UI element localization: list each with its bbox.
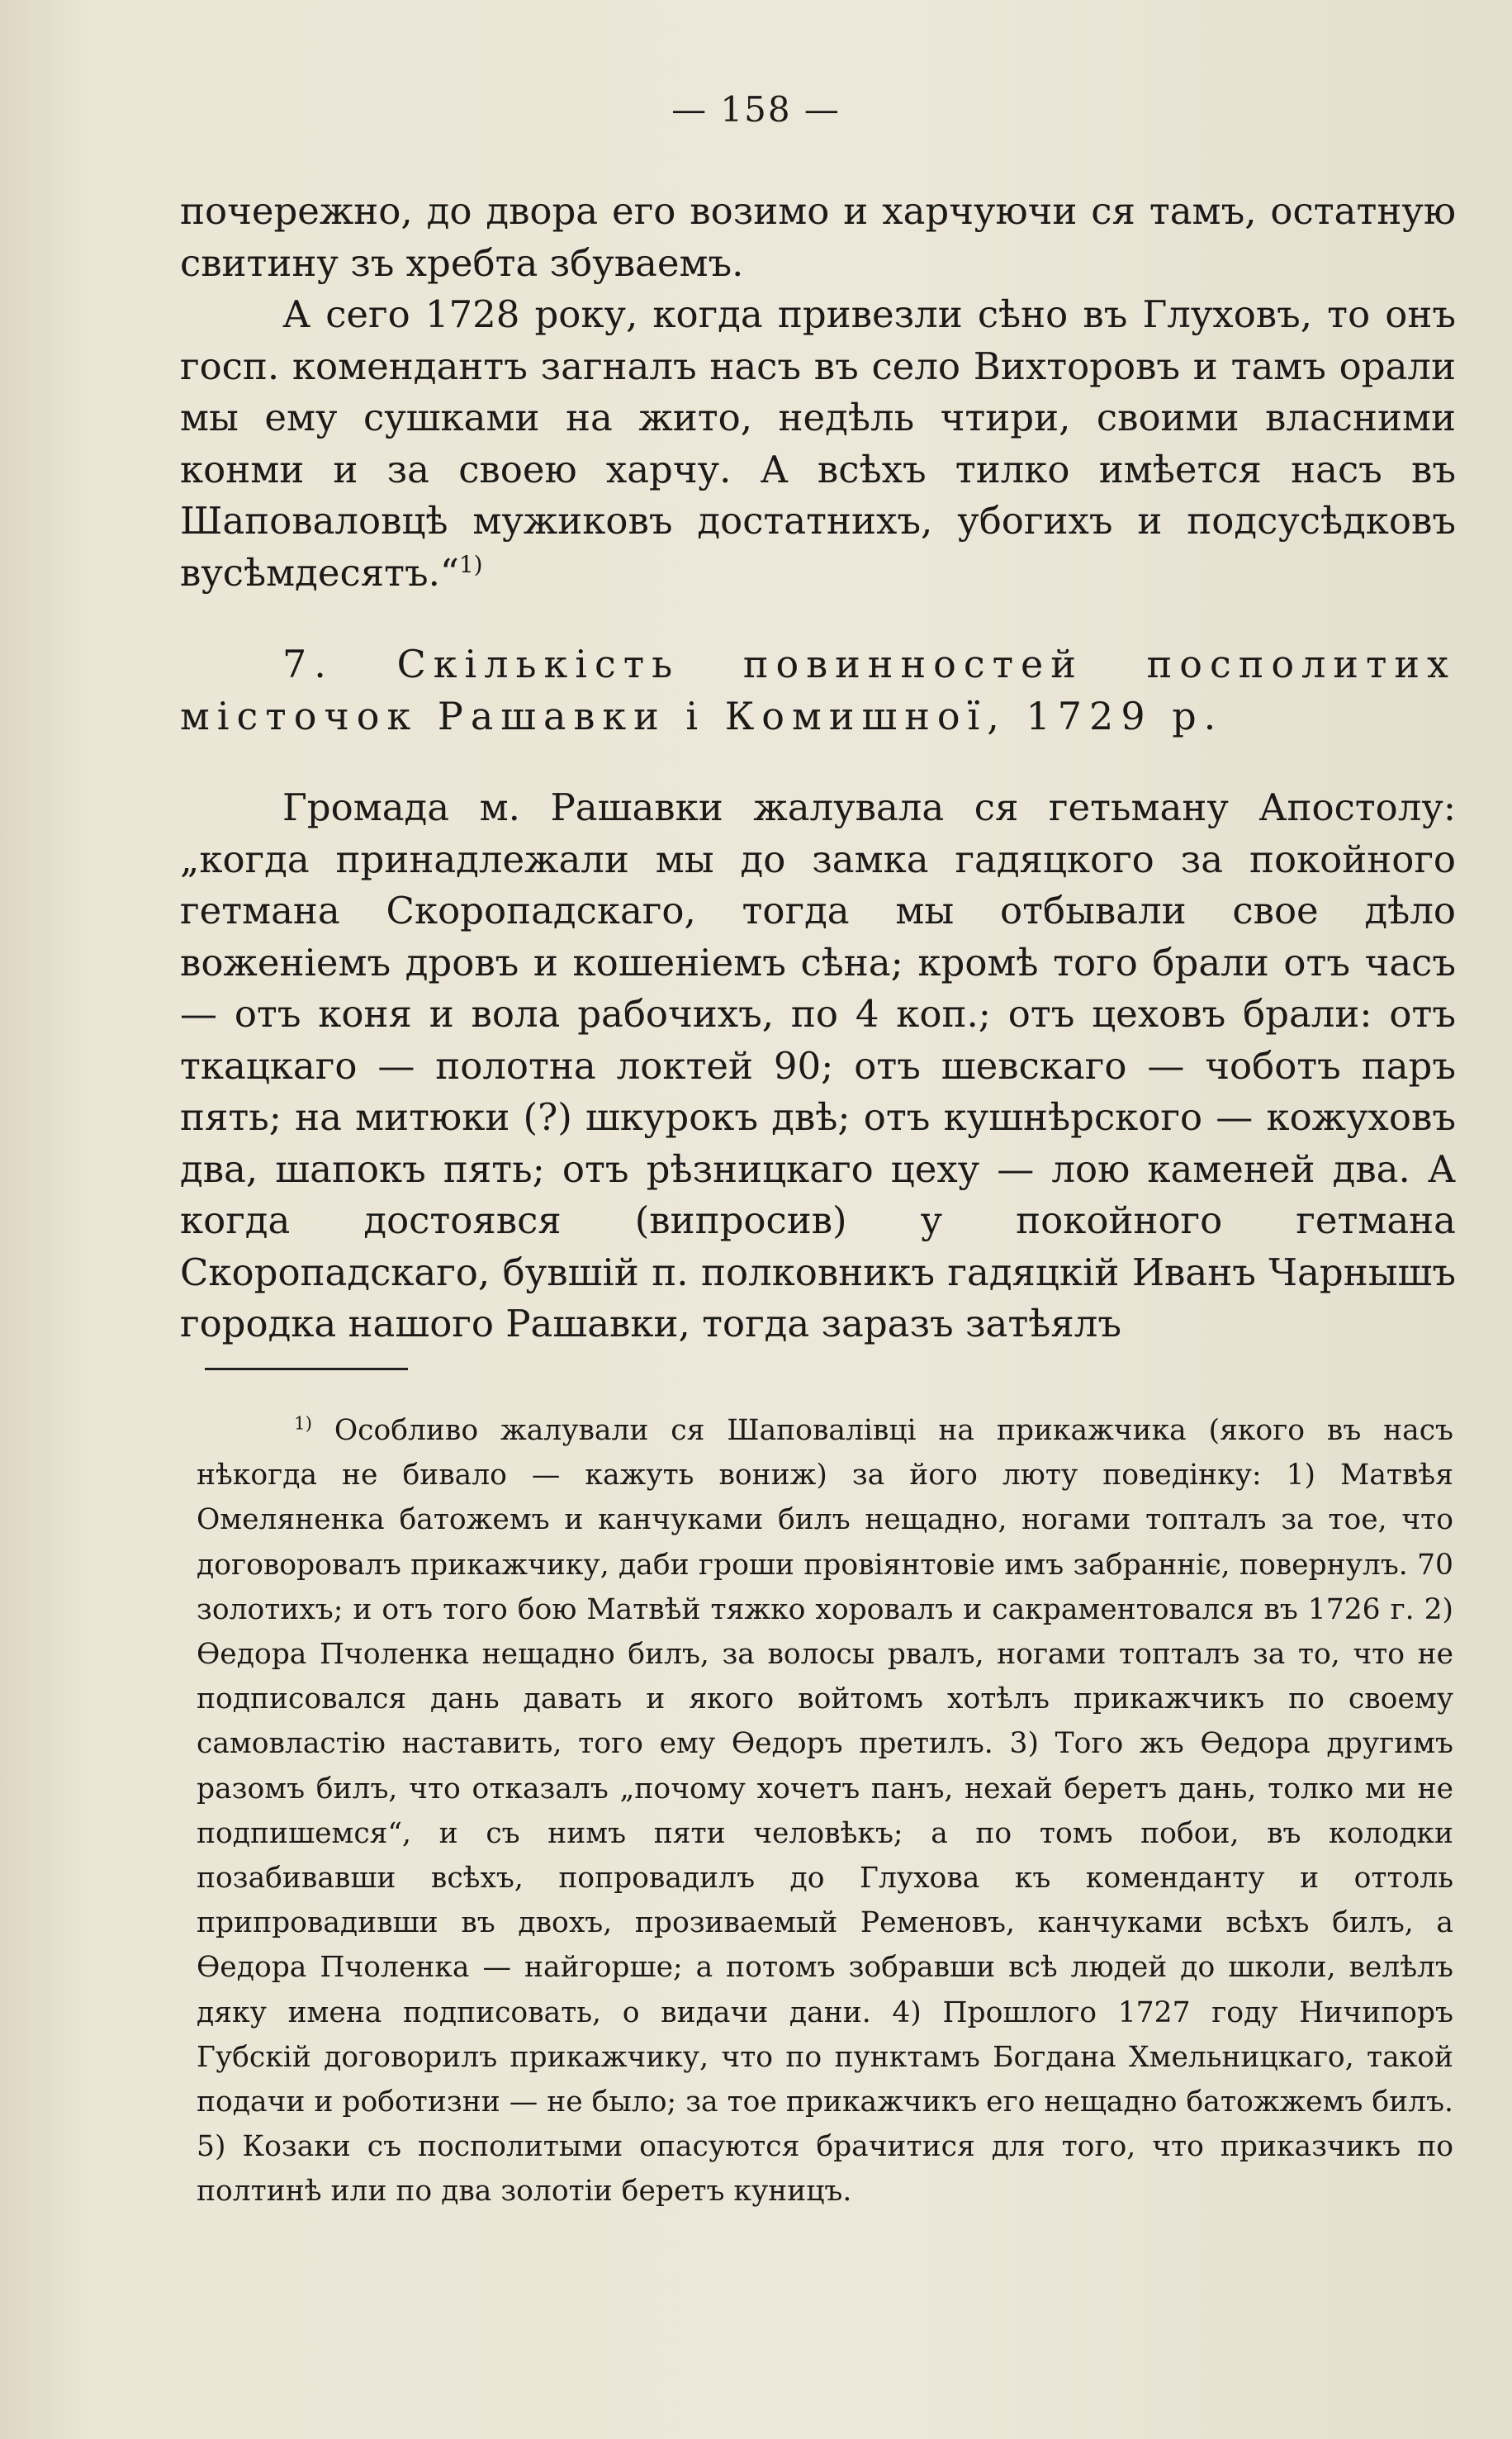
- footnote-text: Особливо жалували ся Шаповалівці на прикажчика (якого въ насъ нѣкогда не бивало — кажуть вониж) за його люту поведінку: 1) Матвѣя Омеляненка батожемъ и канчуками билъ нещадно, ногами топталъ за тое, что договоровалъ прикажчику, даби гроши провіянтовіе имъ забранніє, повернулъ. 70 золотихъ; и отъ того бою Матвѣй тяжко хоровалъ и сакраментовался въ 1726 г. 2) Өедора Пчоленка нещадно билъ, за волосы рвалъ, ногами топталъ за то, что не подписовался дань давать и якого войтомъ хотѣлъ прикажчикъ по своему самовластію наставить, того ему Өедоръ претилъ. 3) Того жъ Өедора другимъ разомъ билъ, что отказалъ „почому хочетъ панъ, нехай беретъ дань, толко ми не подпишемся“, и съ нимъ пяти человѣкъ; а по томъ побои, въ колодки позабивавши всѣхъ, попровадилъ до Глухова къ коменданту и оттоль припровадивши въ двохъ, прозиваемый Ременовъ, канчуками всѣхъ билъ, а Өедора Пчоленка — найгорше; а потомъ зобравши всѣ людей до школи, велѣлъ дяку имена подписовать, о видачи дани. 4) Прошлого 1727 году Ничипоръ Губскій договорилъ прикажчику, что по пунктамъ Богдана Хмельницкаго, такой подачи и роботизни — не было; за тое прикажчикъ его нещадно батожжемъ билъ. 5) Козаки съ посполитыми опасуются брачитися для того, что приказчикъ по полтинѣ или по два золотіи беретъ куницъ.: [197, 1414, 1453, 2209]
- paragraph-text: А сего 1728 року, когда привезли сѣно въ Глуховъ, то онъ госп. комендантъ загналъ насъ въ село Вихторовъ и тамъ орали мы ему сушками на жито, недѣль чтири, своими власними конми и за своею харчу. А всѣхъ тилко имѣется насъ въ Шаповаловцѣ мужиковъ достатнихъ, убогихъ и подсусѣдковъ вусѣмдесятъ.“: [180, 292, 1456, 595]
- footnotes: [197, 1408, 1453, 2214]
- paragraph-rashavka: Громада м. Рашавки жалувала ся гетьману Апостолу: „когда принадлежали мы до замка гадяцкого за покойного гетмана Скоропадскаго, тогда мы отбывали свое дѣло воженіемъ дровъ и кошеніемъ сѣна; кромѣ того брали отъ часъ — отъ коня и вола рабочихъ, по 4 коп.; отъ цеховъ брали: отъ ткацкаго — полотна локтей 90; отъ шевскаго — чоботъ паръ пять; на митюки (?) шкурокъ двѣ; отъ кушнѣрского — кожуховъ два, шапокъ пять; отъ рѣзницкаго цеху — лою каменей два. А когда достоявся (випросив) у покойного гетмана Скоропадскаго, бувшій п. полковникъ гадяцкій Иванъ Чарнышъ городка нашого Рашавки, тогда заразъ затѣялъ: [180, 785, 1456, 1345]
- main-text: [180, 186, 1456, 1350]
- section-spacer: [180, 599, 1456, 638]
- footnote-reference[interactable]: 1): [458, 550, 483, 578]
- footnote-1: [197, 1408, 1453, 2214]
- footnote-marker: 1): [294, 1413, 312, 1435]
- paragraph-shapovalivtsi: [180, 289, 1456, 599]
- page-number: — 158 —: [671, 89, 841, 130]
- footnote-separator: [205, 1368, 408, 1370]
- section-heading: 7. Скількість повинностей посполитих місточок Рашавки і Комишної, 1729 р.: [180, 642, 1456, 738]
- paragraph-continuation: почережно, до двора его возимо и харчуючи ся тамъ, остатную свитину зъ хребта збуваемъ.: [180, 189, 1456, 285]
- section-spacer: [180, 743, 1456, 782]
